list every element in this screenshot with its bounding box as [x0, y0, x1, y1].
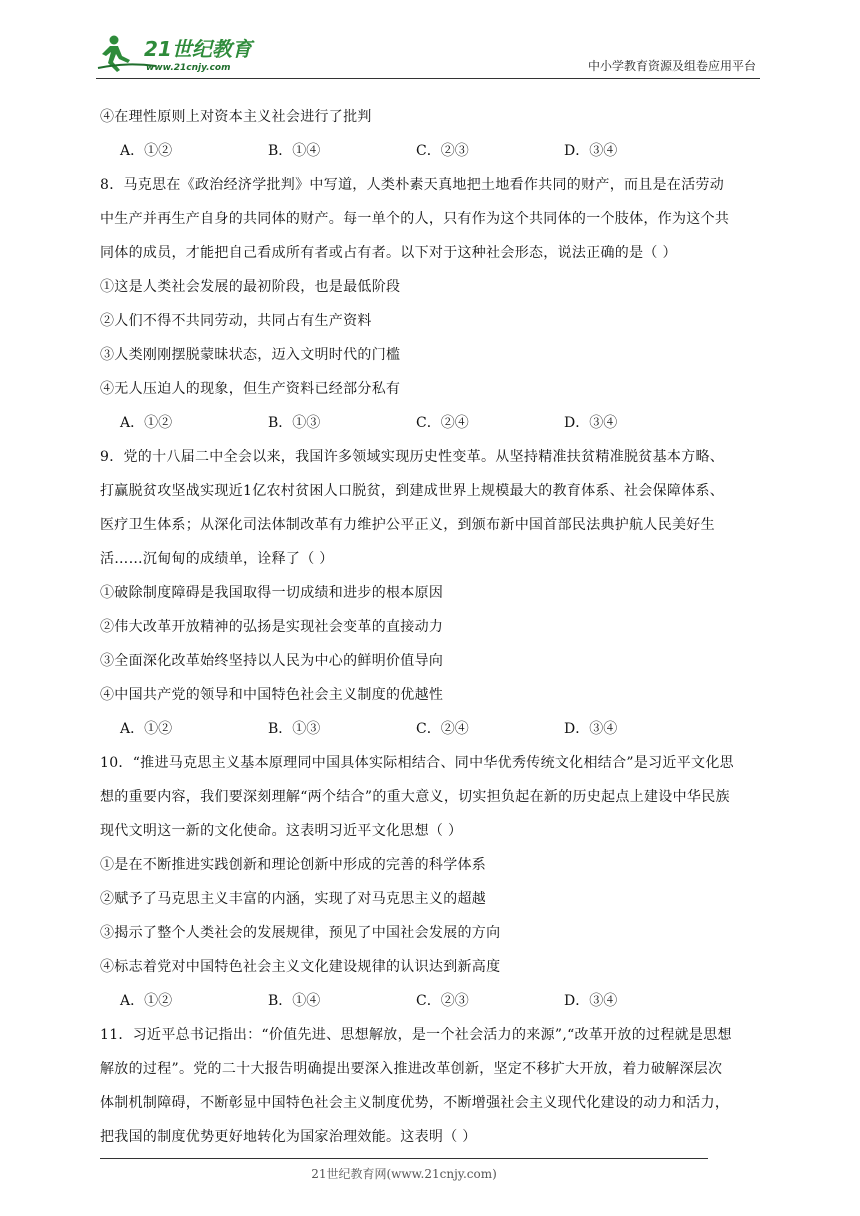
choice-a: A．①②	[120, 721, 173, 737]
question-11-stem: 解放的过程”。党的二十大报告明确提出要深入推进改革创新，坚定不移扩大开放，着力破解深层次	[100, 1061, 723, 1077]
option-line: ①是在不断推进实践创新和理论创新中形成的完善的科学体系	[100, 857, 487, 873]
choice-a: A．①②	[120, 415, 173, 431]
choice-b: B．①④	[268, 143, 321, 159]
choice-b: B．①③	[268, 721, 321, 737]
choice-c: C．②④	[416, 721, 469, 737]
option-line: ④标志着党对中国特色社会主义文化建设规律的认识达到新高度	[100, 959, 501, 975]
logo-text: 21世纪教育	[144, 37, 252, 61]
choice-a: A．①②	[120, 993, 173, 1009]
option-line: ①破除制度障碍是我国取得一切成绩和进步的根本原因	[100, 585, 444, 601]
option-line: ②人们不得不共同劳动，共同占有生产资料	[100, 313, 372, 329]
answer-choices-q10	[100, 984, 768, 1018]
question-11-stem: 把我国的制度优势更好地转化为国家治理效能。这表明（ ）	[100, 1129, 477, 1145]
option-line: ③人类刚刚摆脱蒙昧状态，迈入文明时代的门槛	[100, 347, 401, 363]
option-line: ③全面深化改革始终坚持以人民为中心的鲜明价值导向	[100, 653, 444, 669]
page-footer: 21世纪教育网(www.21cnjy.com)	[100, 1158, 708, 1182]
choice-d: D．③④	[564, 721, 618, 737]
question-9-stem: 9．党的十八届二中全会以来，我国许多领域实现历史性变革。从坚持精准扶贫精准脱贫基本方略、	[100, 449, 725, 465]
option-line: ②伟大改革开放精神的弘扬是实现社会变革的直接动力	[100, 619, 444, 635]
answer-choices-q9	[100, 712, 768, 746]
runner-logo-icon	[96, 32, 266, 76]
question-9-stem: 打赢脱贫攻坚战实现近1亿农村贫困人口脱贫，到建成世界上规模最大的教育体系、社会保障体系、	[100, 483, 725, 499]
question-11-stem: 体制机制障碍，不断彰显中国特色社会主义制度优势，不断增强社会主义现代化建设的动力和活力，	[100, 1095, 730, 1111]
page-header	[96, 30, 760, 79]
platform-name: 中小学教育资源及组卷应用平台	[587, 59, 756, 73]
choice-b: B．①③	[268, 415, 321, 431]
choice-c: C．②④	[416, 415, 469, 431]
choice-c: C．②③	[416, 993, 469, 1009]
question-10-stem: 10．“推进马克思主义基本原理同中国具体实际相结合、同中华优秀传统文化相结合”是习近平文化思	[100, 755, 734, 771]
choice-d: D．③④	[564, 415, 618, 431]
choice-b: B．①④	[268, 993, 321, 1009]
logo-url: www.21cnjy.com	[146, 63, 231, 73]
site-logo	[96, 32, 266, 76]
choice-c: C．②③	[416, 143, 469, 159]
option-line: ④在理性原则上对资本主义社会进行了批判	[100, 109, 372, 125]
option-line: ③揭示了整个人类社会的发展规律，预见了中国社会发展的方向	[100, 925, 501, 941]
choice-a: A．①②	[120, 143, 173, 159]
question-10-stem: 想的重要内容，我们要深刻理解“两个结合”的重大意义，切实担负起在新的历史起点上建设中华民族	[100, 789, 730, 805]
answer-choices-q7	[100, 134, 768, 168]
option-line: ②赋予了马克思主义丰富的内涵，实现了对马克思主义的超越	[100, 891, 487, 907]
choice-d: D．③④	[564, 143, 618, 159]
option-line: ④无人压迫人的现象，但生产资料已经部分私有	[100, 381, 401, 397]
question-8-stem: 中生产并再生产自身的共同体的财产。每一单个的人，只有作为这个共同体的一个肢体，作为这个共	[100, 211, 730, 227]
answer-choices-q8	[100, 406, 768, 440]
question-11-stem: 11．习近平总书记指出：“价值先进、思想解放，是一个社会活力的来源”,“改革开放的过程就是思想	[100, 1027, 732, 1043]
document-body	[100, 100, 768, 1154]
question-8-stem: 8．马克思在《政治经济学批判》中写道，人类朴素天真地把土地看作共同的财产，而且是在活劳动	[100, 177, 725, 193]
question-10-stem: 现代文明这一新的文化使命。这表明习近平文化思想（ ）	[100, 823, 463, 839]
question-9-stem: 活……沉甸甸的成绩单，诠释了（ ）	[100, 551, 334, 567]
question-8-stem: 同体的成员，才能把自己看成所有者或占有者。以下对于这种社会形态，说法正确的是（ ）	[100, 245, 677, 261]
option-line: ④中国共产党的领导和中国特色社会主义制度的优越性	[100, 687, 444, 703]
choice-d: D．③④	[564, 993, 618, 1009]
option-line: ①这是人类社会发展的最初阶段，也是最低阶段	[100, 279, 401, 295]
question-9-stem: 医疗卫生体系；从深化司法体制改革有力维护公平正义，到颁布新中国首部民法典护航人民美好生	[100, 517, 715, 533]
